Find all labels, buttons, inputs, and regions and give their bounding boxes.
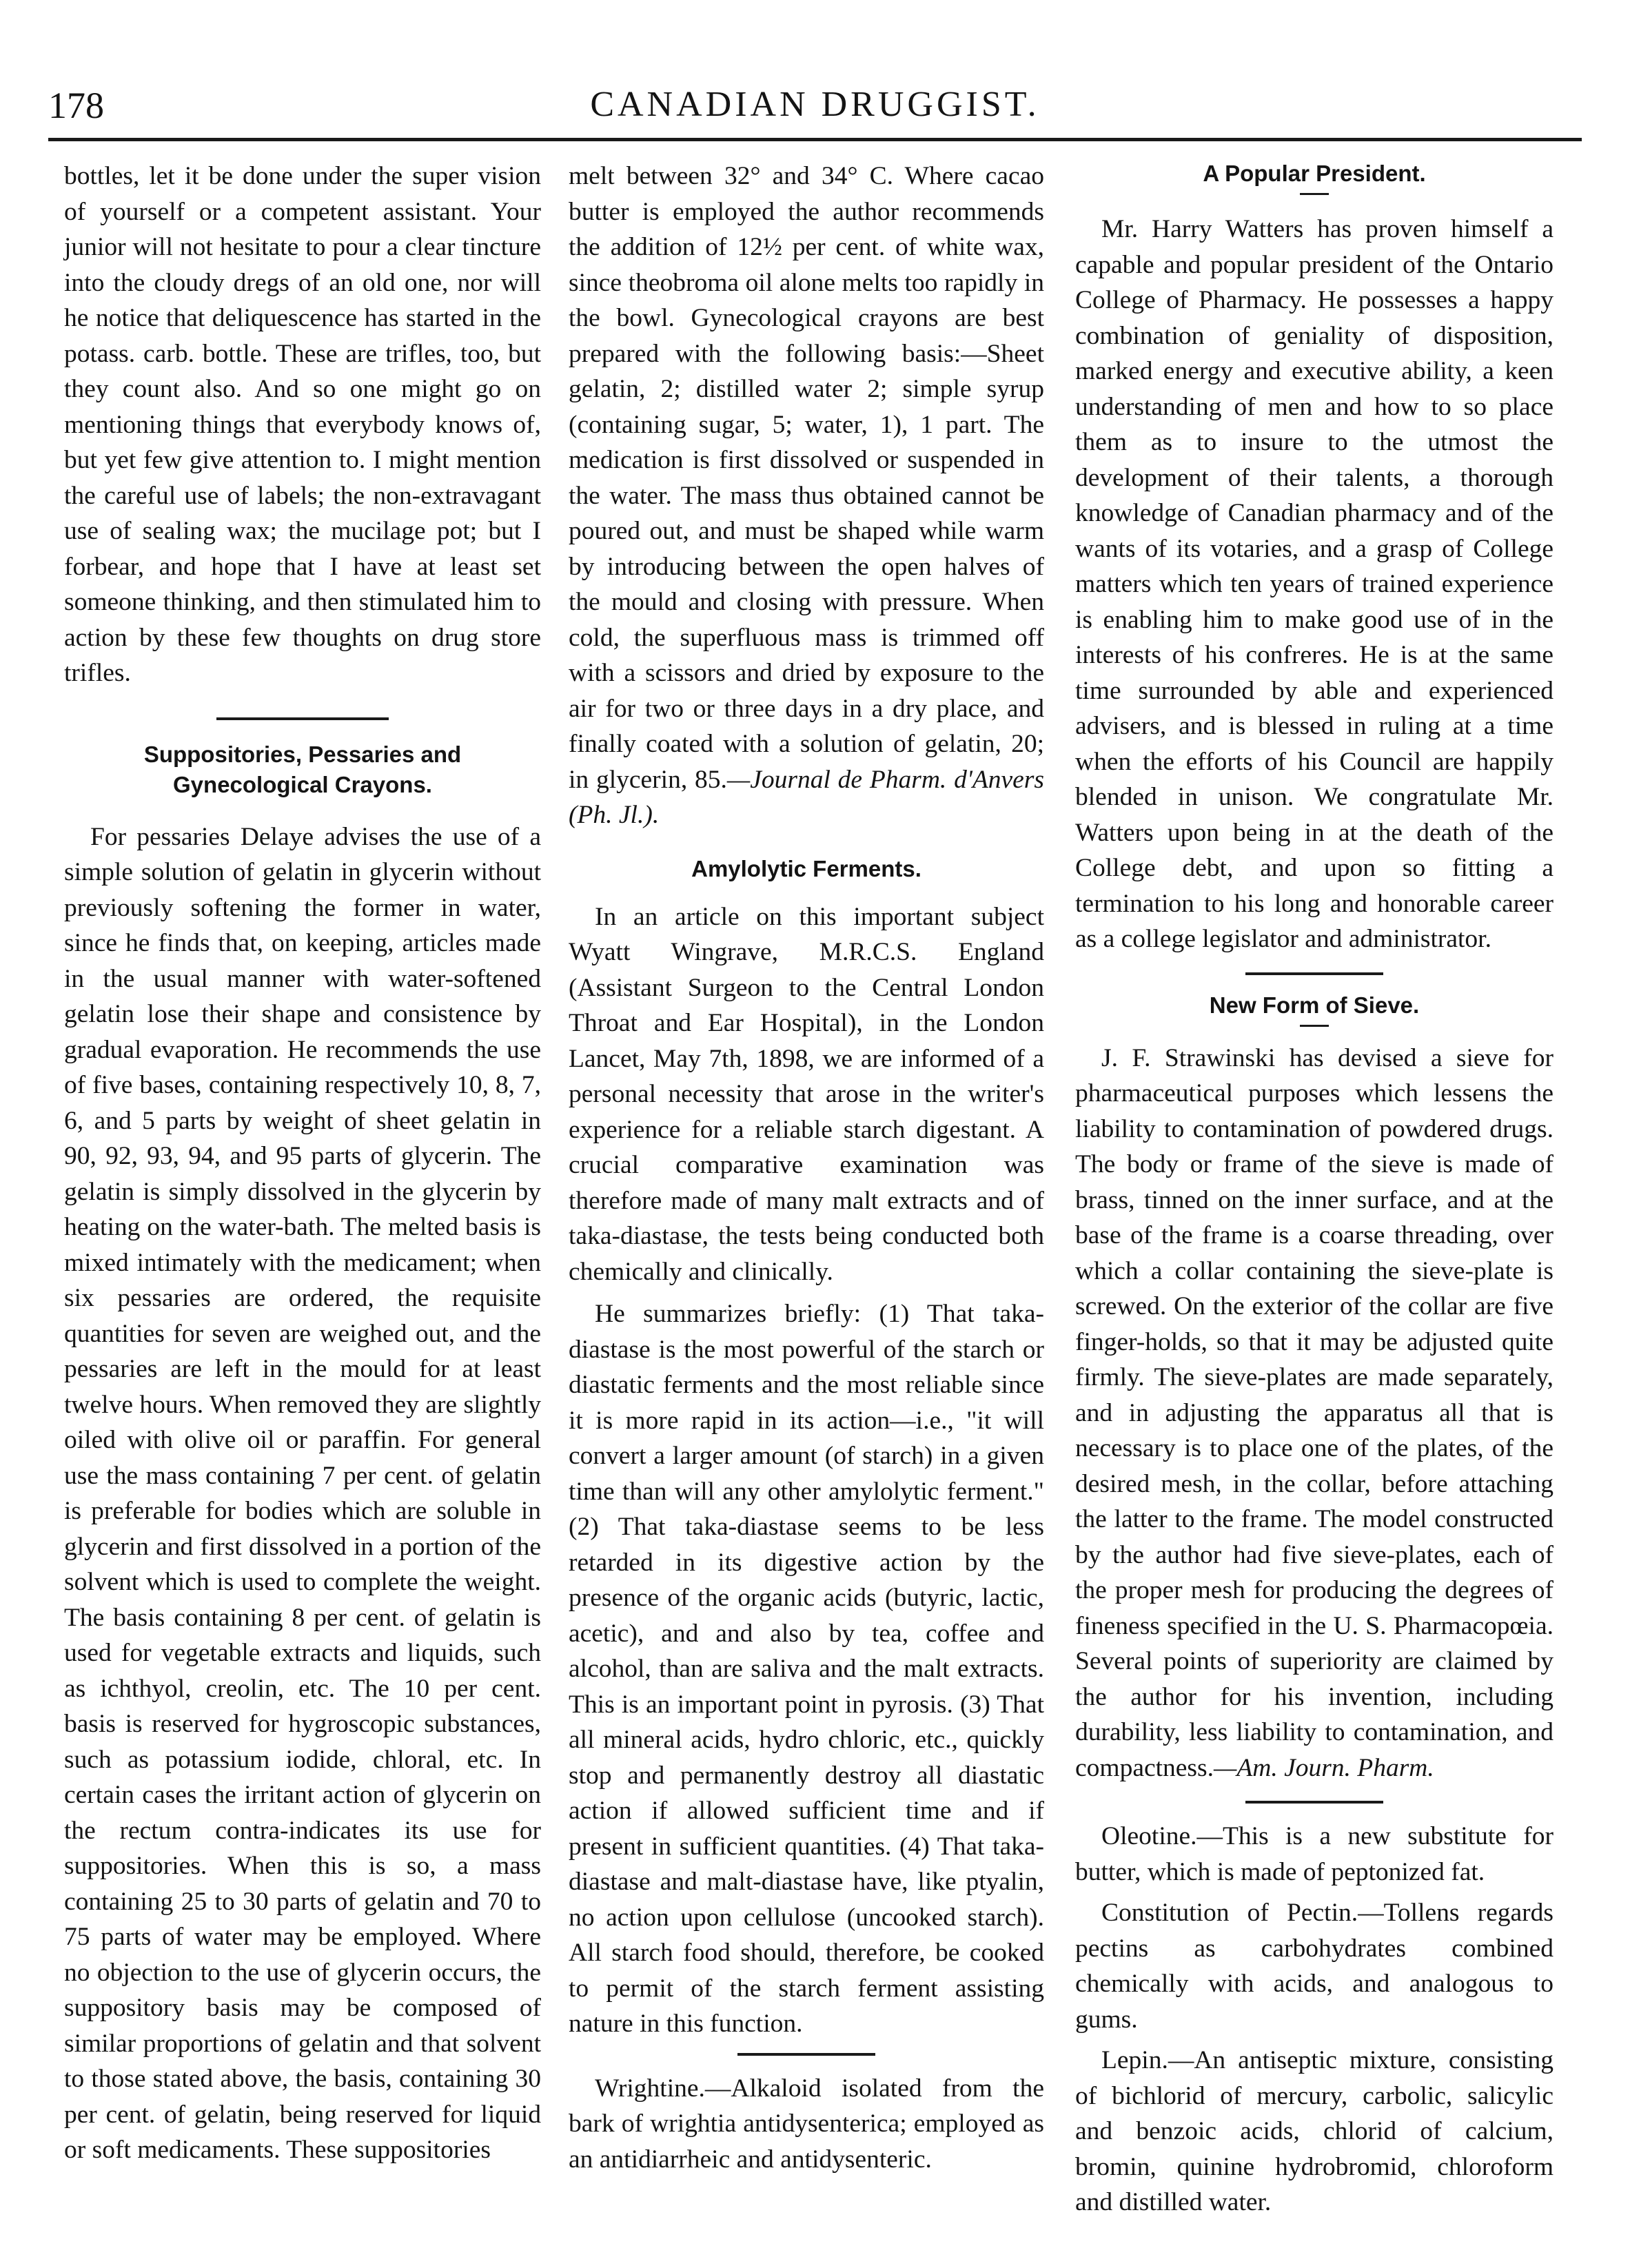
sieve-source: —Am. Journ. Pharm. bbox=[1213, 1753, 1434, 1782]
lepin-note: Lepin.—An antiseptic mixture, consisting of bichlorid of mercury, carbolic, salicylic and benzoic acids, chlorid of calcium, bromin, quinine hydrobromid, chloroform and distilled water. bbox=[1075, 2046, 1553, 2216]
president-heading: A Popular President. bbox=[1203, 161, 1426, 186]
sieve-text: J. F. Strawinski has devised a sieve for pharmaceutical purposes which lessens the liability to contamination of powdered drugs. The body or frame of the sieve is made of brass, tinned on the inner surface, and at the base of the frame is a coarse threading, over which a collar containing the sieve-plate is screwed. On the exterior of the collar are five finger-holds, so that it may be adjusted quite firmly. The sieve-plates are made separately, and in adjusting the apparatus all that is necessary is to place one of the plates, of the desired mesh, in the collar, before attaching the latter to the frame. The model constructed by the author had five sieve-plates, each of the proper mesh for producing the degrees of fineness specified in the U. S. Pharmacopœia. Several points of superiority are claimed by the author for his invention, including durability, less liability to contamination, and compactness. bbox=[1075, 1043, 1553, 1782]
page-header bbox=[48, 76, 1582, 141]
suppositories-source: —Journal de Pharm. d'Anvers (Ph. Jl.). bbox=[569, 765, 1044, 829]
amylolytic-paragraph-2: He summarizes briefly: (1) That taka-diastase is the most powerful of the starch or diastatic ferments and the most reliable since it is more rapid in its action—i.e., "it will convert a larger amount (of starch) in a given time than will any other amylolytic ferment." (2) That taka-diastase seems to be less retarded in its digestive action by the presence of the organic acids (butyric, lactic, acetic), and and also by tea, coffee and alcohol, than are saliva and the malt extracts. This is an important point in pyrosis. (3) That all mineral acids, hydro chloric, etc., quickly stop and permanently destroy all diastatic action if allowed sufficient time and if present in sufficient quantities. (4) That taka-diastase and malt-diastase have, like ptyalin, no action upon cellulose (uncooked starch). All starch food should, therefore, be cooked to permit of the starch ferment assisting nature in this function. bbox=[569, 1300, 1044, 2038]
wrightine-note: Wrightine.—Alkaloid isolated from the bark of wrightia antidysenterica; employed as an antidiarrheic and antidysenteric. bbox=[569, 2074, 1044, 2174]
president-body: Mr. Harry Watters has proven himself a capable and popular president of the Ontario College of Pharmacy. He possesses a happy combination of geniality of disposition, marked energy and executive ability, a keen understanding of men and how to so place them as to insure to the utmost the development of their talents, a thorough knowledge of Canadian pharmacy and of the wants of its votaries, and a grasp of College matters which ten years of trained experience is enabling him to make good use of in the interests of his confreres. He is at the same time surrounded by able and experienced advisers, and is blessed in ruling at a time when the efforts of his Council are happily blended in unison. We congratulate Mr. Watters upon being in at the death of the College debt, and upon so fitting a termination to his long and honorable career as a college legislator and administrator. bbox=[1075, 215, 1553, 953]
article-continuation: bottles, let it be done under the super vision of yourself or a competent assistant. Your junior will not hesitate to pour a clear tincture into the cloudy dregs of an old one, nor will he notice that deliquescence has started in the potass. carb. bottle. These are trifles, too, but they count also. And so one might go on mentioning things that everybody knows of, but yet few give attention to. I might mention the careful use of labels; the non-extravagant use of sealing wax; the mucilage pot; but I forbear, and hope that I have at least set someone thinking, and then stimulated him to action by these few thoughts on drug store trifles. bbox=[64, 162, 541, 687]
column-2 bbox=[569, 159, 1044, 2177]
column-3 bbox=[1075, 159, 1553, 2220]
sieve-heading: New Form of Sieve. bbox=[1209, 992, 1420, 1018]
column-1 bbox=[64, 159, 541, 2168]
sieve-body bbox=[1075, 1041, 1553, 1786]
journal-title: CANADIAN DRUGGIST. bbox=[590, 85, 1040, 124]
amylolytic-paragraph-1: In an article on this important subject Wyatt Wingrave, M.R.C.S. England (Assistant Surgeon to the Central London Throat and Ear Hospital), in the London Lancet, May 7th, 1898, we are informed of a personal necessity that arose in the writer's experience for a reliable starch digestant. A crucial comparative examination was therefore made of many malt extracts and of taka-diastase, the tests being conducted both chemically and clinically. bbox=[569, 902, 1044, 1286]
page-number: 178 bbox=[48, 85, 104, 126]
suppositories-body-continued bbox=[569, 159, 1044, 833]
suppositories-heading: Suppositories, Pessaries and Gynecological Crayons. bbox=[143, 741, 462, 797]
oleotine-note: Oleotine.—This is a new substitute for butter, which is made of peptonized fat. bbox=[1075, 1822, 1553, 1886]
amylolytic-heading: Amylolytic Ferments. bbox=[691, 855, 921, 881]
suppositories-body: For pessaries Delaye advises the use of a simple solution of gelatin in glycerin without previously softening the former in water, since he finds that, on keeping, articles made in the usual manner with water-softened gelatin lose their shape and consistence by gradual evaporation. He recommends the use of five bases, containing respectively 10, 8, 7, 6, and 5 parts by weight of sheet gelatin in 90, 92, 93, 94, and 95 parts of glycerin. The gelatin is simply dissolved in the glycerin by heating on the water-bath. The melted basis is mixed intimately with the medicament; when six pessaries are ordered, the requisite quantities for seven are weighed out, and the pessaries are left in the mould for at least twelve hours. When removed they are slightly oiled with olive oil or paraffin. For general use the mass containing 7 per cent. of gelatin is preferable for bodies which are soluble in glycerin and first dissolved in a portion of the solvent which is used to complete the weight. The basis containing 8 per cent. of gelatin is used for vegetable extracts and liquids, such as ichthyol, creolin, etc. The 10 per cent. basis is reserved for hygroscopic substances, such as potassium iodide, chloral, etc. In certain cases the irritant action of glycerin on the rectum contra-indicates its use for suppositories. When this is so, a mass containing 25 to 30 parts of gelatin and 70 to 75 parts of water may be employed. Where no objection to the use of glycerin occurs, the suppository basis may be composed of similar proportions of gelatin and that solvent to those stated above, the basis, containing 30 per cent. of gelatin, being reserved for liquid or soft medicaments. These suppositories bbox=[64, 822, 541, 2164]
suppositories-text: melt between 32° and 34° C. Where cacao butter is employed the author recommends the addition of 12½ per cent. of white wax, since theobroma oil alone melts too rapidly in the bowl. Gynecological crayons are best prepared with the following basis:—Sheet gelatin, 2; distilled water 2; simple syrup (containing sugar, 5; water, 1), 1 part. The medication is first dissolved or suspended in the water. The mass thus obtained cannot be poured out, and must be shaped while warm by introducing between the open halves of the mould and closing with pressure. When cold, the superfluous mass is trimmed off with a scissors and dried by exposure to the air for two or three days in a dry place, and finally coated with a solution of gelatin, 20; in glycerin, 85. bbox=[569, 162, 1044, 794]
pectin-note: Constitution of Pectin.—Tollens regards pectins as carbohydrates combined chemically with acids, and analogous to gums. bbox=[1075, 1899, 1553, 2034]
